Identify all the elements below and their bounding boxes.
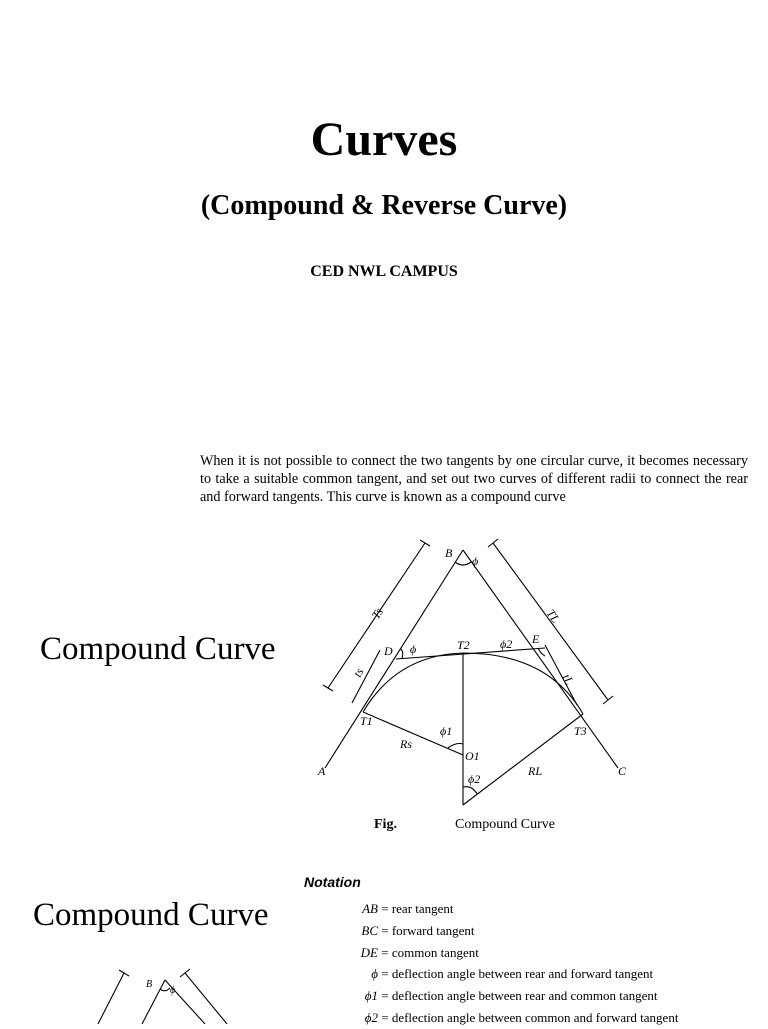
label-phi-D: ϕ	[410, 642, 417, 656]
label-phi1: ϕ1	[440, 724, 453, 738]
intro-paragraph: When it is not possible to connect the two tangents by one circular curve, it becomes necessary to take a suitable common tangent, and set out two curves of different radii to connect the rear and forward tangents. This curve is known as a compound curve	[200, 453, 748, 505]
label-T3: T3	[574, 724, 587, 738]
notation-symbol: ϕ	[371, 966, 378, 982]
label-D: D	[384, 644, 393, 658]
notation-text: = rear tangent	[381, 901, 454, 916]
angle-arc-O2	[463, 787, 477, 794]
label-phi: ϕ	[472, 554, 479, 568]
forward-tangent-line	[463, 550, 618, 768]
notation-symbol: DE	[360, 944, 378, 960]
notation-text: = deflection angle between rear and common tangent	[381, 988, 658, 1004]
notation-item	[340, 1007, 678, 1029]
notation-title: Notation	[304, 874, 361, 890]
dim-tick-TL-2	[603, 696, 613, 704]
compound-curve-diagram	[300, 535, 640, 815]
label-T1: T1	[360, 714, 373, 728]
angle-arc-B	[455, 562, 471, 565]
notation-item	[340, 963, 678, 985]
label-T2: T2	[457, 638, 470, 652]
label-TL: TL	[543, 606, 563, 626]
notation-symbol: ϕ1	[364, 988, 378, 1004]
mini-label-B: B	[146, 979, 153, 990]
label-ts: ts	[350, 665, 367, 680]
slide-label-compound-curve-2: Compound Curve	[33, 897, 269, 933]
label-tL: tL	[559, 671, 577, 688]
page-subtitle: (Compound & Reverse Curve)	[200, 190, 568, 221]
notation-symbol: BC	[361, 922, 378, 938]
label-Rs: Rs	[400, 737, 412, 751]
label-O1: O1	[465, 749, 480, 763]
label-phi2-E: ϕ2	[500, 637, 513, 651]
angle-arc-O1	[448, 744, 463, 749]
notation-symbol: ϕ2	[364, 1009, 378, 1025]
dim-tick-Ts-2	[420, 540, 430, 546]
mini-compound-curve-diagram	[90, 965, 250, 1024]
notation-item	[340, 898, 678, 920]
figure-caption-prefix: Fig.	[374, 817, 397, 832]
notation-symbol: AB	[362, 901, 378, 916]
notation-item	[340, 920, 678, 942]
label-C: C	[618, 764, 627, 778]
compound-arc	[363, 653, 583, 714]
mini-dim-tick-right	[180, 969, 190, 977]
mini-dim-tick-left	[119, 970, 129, 976]
angle-arc-E	[538, 648, 545, 656]
notation-text: = common tangent	[381, 944, 479, 960]
label-A: A	[318, 764, 326, 778]
label-E: E	[532, 632, 540, 646]
label-Ts: Ts	[368, 605, 386, 622]
mini-dim-line-right	[185, 973, 227, 1024]
dim-tick-Ts-1	[323, 685, 333, 691]
mini-angle-arc	[160, 988, 170, 991]
label-B: B	[445, 546, 453, 560]
figure-caption: Compound Curve	[455, 817, 555, 832]
notation-item	[340, 942, 678, 964]
notation-text: = deflection angle between rear and forward tangent	[381, 966, 654, 982]
page-title: Curves	[310, 113, 458, 166]
notation-text: = deflection angle between common and forward tangent	[381, 1009, 679, 1025]
dim-tick-TL-1	[488, 539, 498, 547]
label-RL: RL	[528, 764, 543, 778]
mini-label-phi: ϕ	[170, 985, 176, 996]
angle-arc-D	[401, 649, 403, 658]
notation-text: = forward tangent	[381, 922, 475, 938]
slide-label-compound-curve-1: Compound Curve	[40, 631, 276, 667]
mini-dim-line-left	[98, 973, 124, 1024]
label-phi2: ϕ2	[468, 772, 481, 786]
notation-item	[340, 985, 678, 1007]
notation-list	[340, 898, 678, 1029]
radius-long-line	[463, 714, 583, 805]
campus-name: CED NWL CAMPUS	[310, 263, 458, 280]
